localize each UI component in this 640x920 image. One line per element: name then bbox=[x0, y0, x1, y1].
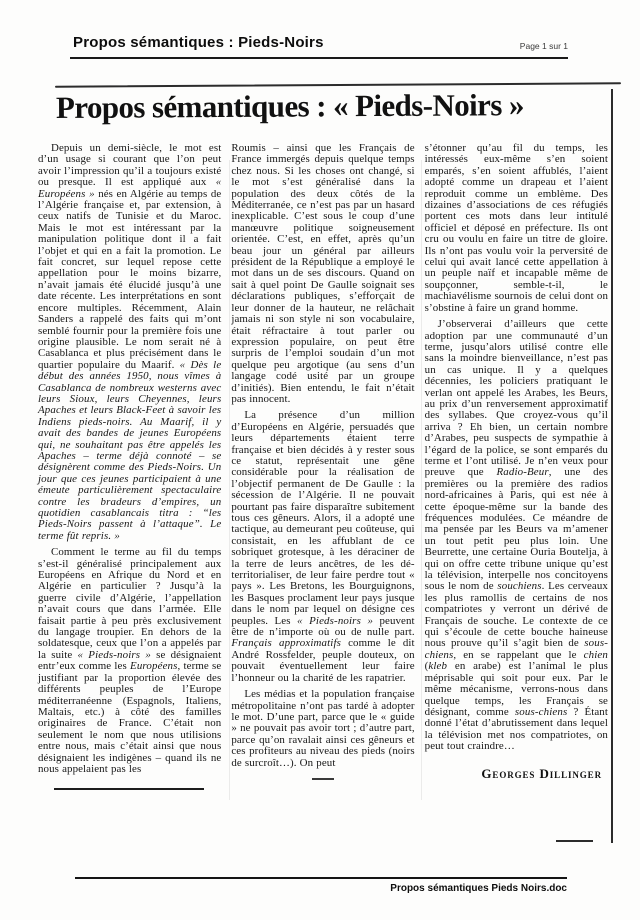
article-paragraph: J’observerai d’ailleurs que cette adoption par une communauté d’un terme, jusqu’alors utilisé contre elle sans la moindre bienveillance, n’est pas un cas unique. Il y a quelques décennies, les policiers pratiquant le verlan ont appelé les Arabes, les Beurs, au prix d’un renversement approximatif des syllabes. Que croyez-vous qu’il arriva ? Eh bien, un certain nombre d’Arabes, peu suspects de sympathie à l’égard de la police, se sont emparés du terme et l’ont utilisé. Je n’en veux pour preuve que Radio-Beur, une des premières ou la première des radios nord-africaines à Paris, qui est née à cette époque-même sur la bande des fréquences modulées. Ce méandre de ma pensée par les Beurs va m’amener un tout petit peu plus loin. Une Beurrette, une certaine Ouria Boutelja, à qui on offre cette tribune unique qu’est la télévision, interpelle nos concitoyens sous le nom de souchiens. Les cerveaux les plus ramollis de certains de nos compatriotes y verront un dérivé de Français de souche. Le contexte de ce qui s’écoule de cette bouche haineuse nous prouve qu’il s’agit bien de sous-chiens, en se rappelant que le chien (kleb en arabe) est l’animal le plus méprisable qui soit pour eux. Par le même mécanisme, verrons-nous dans quelque temps, les Français se désignant, comme sous-chiens ? Étant donné l’état d’abrutissement dans lequel la télévision met nos compatriotes, on peut tout craindre… bbox=[424, 318, 608, 753]
article-title: Propos sémantiques : « Pieds-Noirs » bbox=[55, 87, 524, 125]
article-column-2 bbox=[231, 143, 414, 790]
article-paragraph: Comment le terme au fil du temps s’est-il généralisé principalement aux Européens en Afrique du Nord et en Algérie en particulier ? Jusqu’à la guerre civile d’Algérie, l’appellation n’avait cours que dans l’armée. Elle faisait partie à peu près exclusivement du langage troupier. En dehors de la soldatesque, ceux que l’on a appelés par la suite « Pieds-noirs » se désignaient entr’eux comme les Européens, terme se justifiant par la proportion élevée des différents peuples de l’Europe méditerranéenne (Espagnols, Italiens, Maltais, etc.) à côté des familles originaires de France. C’était non seulement le nom que nous utilisions entre nous, mais c’était ainsi que nous désignaient les indigènes – quand ils ne nous appelaient pas les bbox=[38, 546, 222, 775]
article-column-3 bbox=[425, 143, 608, 790]
article-paragraph: Roumis – ainsi que les Français de France immergés depuis quelque temps chez nous. Si les choses ont changé, si le mot s’est généralisé dans la population des deux côtés de la Méditerranée, ce n’est pas par un hasard inexplicable. C’est sous le coup d’une manœuvre politique soigneusement orientée. C’est, en effet, après qu’un beau jour un général par ailleurs président de la République a employé le mot dans un de ses discours. Quand on sait à quel point De Gaulle soignait ses déclarations publiques, s’efforçait de leur donner de la hauteur, ne relâchait jamais ni son style ni son vocabulaire, était réfractaire à tout parler ou expression populaire, on peut être surpris de l’emploi soudain d’un mot quelque peu argotique (au sens d’un langage codé usité par un groupe d’initiés). Bien entendu, le fait n’était pas innocent. bbox=[231, 142, 415, 405]
header-rule bbox=[70, 57, 568, 59]
article-signature: Georges Dillinger bbox=[481, 765, 602, 781]
article-column-1 bbox=[38, 143, 221, 790]
clipping-right-border bbox=[611, 89, 613, 843]
header-title: Propos sémantiques : Pieds-Noirs bbox=[73, 34, 324, 51]
clipping-bottom-corner-mark bbox=[556, 840, 593, 842]
footer-rule bbox=[75, 877, 567, 879]
article-columns bbox=[38, 143, 608, 790]
header-page-info: Page 1 sur 1 bbox=[519, 41, 568, 51]
article-paragraph: Depuis un demi-siècle, le mot est d’un usage si courant que l’on peut avoir l’impression qu’il a toujours existé ou presque. Il est appliqué aux « Européens » nés en Algérie au temps de l’Algérie française et, par extension, à ceux natifs de Tunisie et du Maroc. Mais le mot est intéressant par la manipulation politique dont il a fait l’objet et qui en a fait la promotion. Le fait concret, sur lequel repose cette appellation pour le moins bizarre, n’avait jamais été élucidé jusqu’à une date récente. Les interprétations en sont encore multiples. Récemment, Alain Sanders a rappelé des faits qui m’ont semblé fournir pour la première fois une origine plausible. Le nom serait né à Casablanca et plus précisément dans le quartier populaire du Maarif. « Dès le début des années 1950, nous vîmes à Casablanca de nombreux westerns avec leurs Sioux, leurs Cheyennes, leurs Apaches et leurs Black-Feet à savoir les Indiens pieds-noirs. Au Maarif, il y avait des bandes de jeunes Européens qui, ne souhaitant pas être appelés les Apaches – terme déjà connoté – se désignèrent comme des Pieds-Noirs. Un jour que ces jeunes participaient à une émeute particulièrement spectaculaire contre les bradeurs d’empires, un quotidien casablancais titra : “les Pieds-Noirs passent à l’attaque”. Le terme fût repris. » bbox=[38, 142, 222, 542]
column-end-rule bbox=[54, 788, 204, 790]
footer-filename: Propos sémantiques Pieds Noirs.doc bbox=[390, 883, 567, 894]
article-paragraph: Les médias et la population française métropolitaine n’ont pas tardé à adopter le mot. D’une part, parce que le « guide » ne pouvait pas avoir tort ; d’autre part, parce qu’on ravalait ainsi ces gêneurs et ces profiteurs au niveau des pieds (noirs de surcroît…). On peut bbox=[231, 688, 415, 769]
article-paragraph: s’étonner qu’au fil du temps, les intéressés eux-même s’en soient emparés, s’en soient affublés, l’aient adopté comme un drapeau et l’aient reproduit comme un emblème. Des dizaines d’associations de ces réfugiés portent ces mots dans leur intitulé officiel et déposé en préfecture. Ils ont cru ou voulu en faire un titre de gloire. Ils n’ont pas voulu voir la perversité de celui qui avait lancé cette appellation à un peuple naïf et incapable même de soupçonner, semble-t-il, le machiavélisme sournois de celui dont on s’obstine à faire un grand homme. bbox=[424, 142, 608, 314]
article-paragraph: La présence d’un million d’Européens en Algérie, persuadés que leurs départements étaient terre française et bien décidés à y rester sous ce statut, représentait une gêne considérable pour la réalisation de l’objectif permanent de De Gaulle : la sécession de l’Algérie. Il ne pouvait pourtant pas faire disparaître subitement tous ces gêneurs. Alors, il a adopté une tactique, au demeurant peu coûteuse, qui consistait, en les affublant de ce sobriquet grotesque, à les déraciner de la terre de leurs ancêtres, de les dé-territorialiser, de leur faire perdre tout « pays ». Les Bretons, les Bourguignons, les Basques proclament leur pays jusque dans le nom par lequel on désigne ces peuples. Les « Pieds-noirs » peuvent être de n’importe où ou de nulle part. Français approximatifs comme le dit André Rossfelder, peuple douteux, on pouvait éventuellement leur faire l’honneur ou la charité de les rapatrier. bbox=[231, 409, 415, 684]
column-end-dash bbox=[312, 778, 334, 780]
